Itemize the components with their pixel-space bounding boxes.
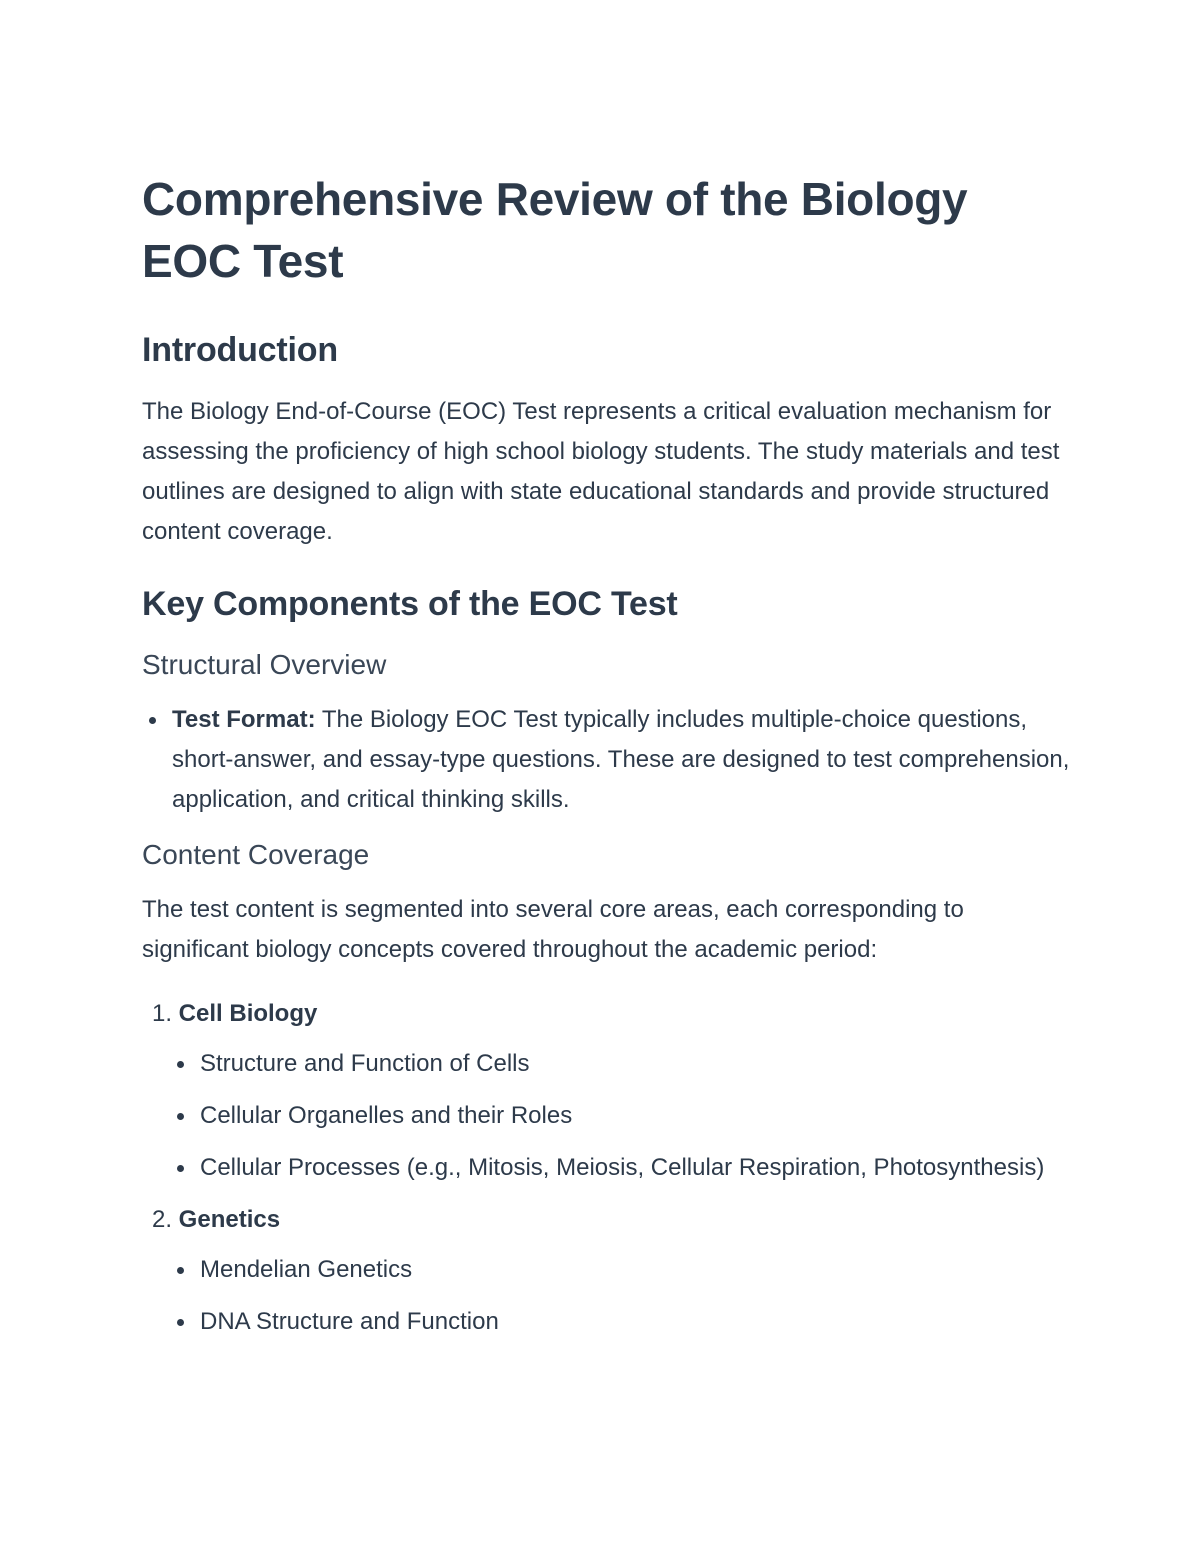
topic-cell-biology <box>142 994 1072 1188</box>
topic-number: 1. <box>151 1000 172 1027</box>
topic-number: 2. <box>151 1206 172 1233</box>
topics-list <box>142 994 1072 1342</box>
topic-subitems <box>142 1250 1072 1342</box>
section-heading-introduction: Introduction <box>142 331 338 369</box>
subheading-structural-overview: Structural Overview <box>142 649 387 680</box>
topic-subitems <box>142 1044 1072 1188</box>
topic-header <box>142 994 1072 1034</box>
document-page <box>142 168 1072 1354</box>
section-heading-key-components: Key Components of the EOC Test <box>142 585 678 623</box>
list-item: Structure and Function of Cells <box>200 1044 1072 1084</box>
list-item-text: The Biology EOC Test typically includes multiple-choice questions, short-answer, and essay-type questions. These are designed to test comprehension, application, and critical thinking skills. <box>172 706 1070 813</box>
list-item <box>172 700 1072 820</box>
list-item: Cellular Processes (e.g., Mitosis, Meiosis, Cellular Respiration, Photosynthesis) <box>200 1148 1072 1188</box>
content-coverage-paragraph: The test content is segmented into several core areas, each corresponding to significant biology concepts covered throughout the academic period: <box>142 896 964 963</box>
list-item: Mendelian Genetics <box>200 1250 1072 1290</box>
list-item: DNA Structure and Function <box>200 1302 1072 1342</box>
topic-title: Cell Biology <box>178 1000 318 1027</box>
topic-title: Genetics <box>178 1206 281 1233</box>
subheading-content-coverage: Content Coverage <box>142 839 370 870</box>
list-item-label: Test Format: <box>172 706 316 733</box>
topic-genetics <box>142 1200 1072 1342</box>
list-item: Cellular Organelles and their Roles <box>200 1096 1072 1136</box>
structural-list <box>142 700 1072 820</box>
page-title: Comprehensive Review of the Biology EOC Test <box>142 173 968 287</box>
topic-header <box>142 1200 1072 1240</box>
intro-paragraph: The Biology End-of-Course (EOC) Test represents a critical evaluation mechanism for assessing the proficiency of high school biology students. The study materials and test outlines are designed to align with state educational standards and provide structured content coverage. <box>142 398 1060 545</box>
